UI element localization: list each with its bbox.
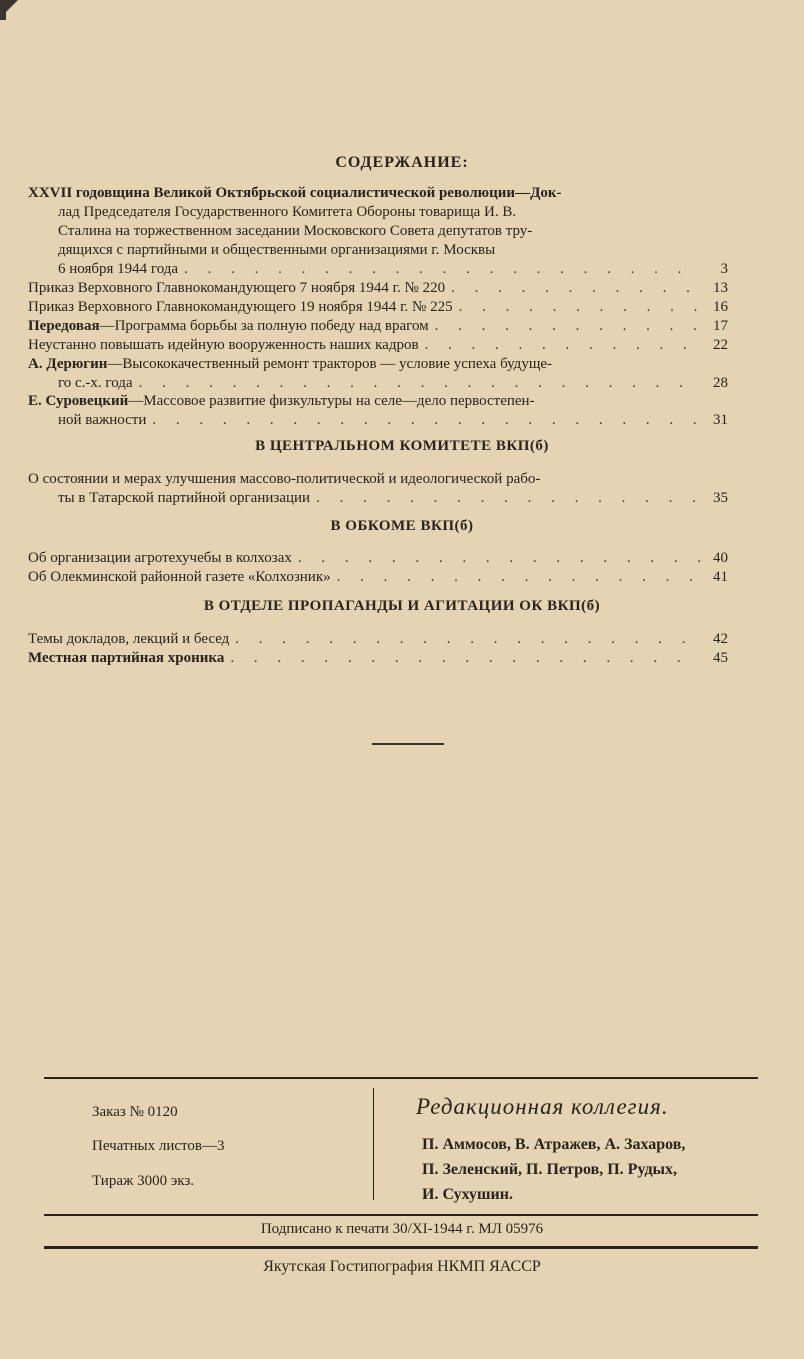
- page-number: 28: [713, 375, 728, 391]
- toc-entry: [28, 355, 728, 393]
- toc-entry: [28, 184, 728, 279]
- page-number: 13: [713, 280, 728, 296]
- leader-dots: [445, 279, 700, 298]
- toc-entry-line: Местная партийная хроника: [28, 650, 225, 666]
- page-number: 16: [713, 299, 728, 315]
- divider: [44, 1246, 758, 1249]
- toc-entry-line: дящихся с партийными и общественными организациями г. Москвы: [58, 242, 496, 258]
- toc-entry-line: Сталина на торжественном заседании Московского Совета депутатов тру-: [58, 223, 533, 239]
- page-number: 31: [713, 412, 728, 428]
- section-title: В ЦЕНТРАЛЬНОМ КОМИТЕТЕ ВКП(б): [255, 438, 549, 454]
- toc-entry: [28, 649, 728, 668]
- order-number: Заказ № 0120: [92, 1104, 178, 1120]
- toc-entry-line: Об организации агротехучебы в колхозах: [28, 550, 292, 566]
- toc-entry-line: Темы докладов, лекций и бесед: [28, 631, 230, 647]
- page-number: 45: [713, 650, 728, 666]
- divider: [44, 1214, 758, 1216]
- toc-entry-line: Об Олекминской районной газете «Колхозник»: [28, 569, 331, 585]
- toc-entry: [28, 279, 728, 298]
- toc-entry-line: О состоянии и мерах улучшения массово-политической и идеологической рабо-: [28, 471, 541, 487]
- toc-entry: [28, 470, 728, 508]
- leader-dots: [331, 568, 700, 587]
- print-run: Тираж 3000 экз.: [92, 1173, 195, 1189]
- toc-entry: [28, 392, 728, 430]
- signed-to-print: Подписано к печати 30/XI-1944 г. МЛ 05976: [260, 1221, 544, 1237]
- leader-dots: [419, 336, 700, 355]
- toc-entry-line: ной важности: [58, 412, 147, 428]
- toc-entry-line: —Массовое развитие физкультуры на селе—дело первостепен-: [128, 393, 535, 409]
- page-number: 22: [713, 337, 728, 353]
- section-title: В ОТДЕЛЕ ПРОПАГАНДЫ И АГИТАЦИИ ОК ВКП(б): [203, 598, 601, 614]
- page-number: 35: [713, 490, 728, 506]
- leader-dots: [224, 649, 700, 668]
- leader-dots: [453, 298, 700, 317]
- toc-entry-line: лад Председателя Государственного Комитета Обороны товарища И. В.: [58, 204, 517, 220]
- leader-dots: [133, 374, 700, 393]
- divider: [372, 743, 444, 745]
- toc-entry-line: ты в Татарской партийной организации: [58, 490, 311, 506]
- leader-dots: [429, 317, 700, 336]
- toc-entry-line: XXVII годовщина Великой Октябрьской социалистической революции—Док-: [28, 185, 562, 201]
- toc-entry-line: го с.-х. года: [58, 375, 133, 391]
- leader-dots: [310, 489, 700, 508]
- toc-entry-line: Приказ Верховного Главнокомандующего 19 ноября 1944 г. № 225: [28, 299, 453, 315]
- printed-sheets: Печатных листов—3: [92, 1138, 225, 1154]
- editorial-board-line: П. Аммосов, В. Атражев, А. Захаров,: [422, 1136, 686, 1153]
- toc-entry: [28, 568, 728, 587]
- toc-entry: [28, 317, 728, 336]
- toc-entry-line: —Программа борьбы за полную победу над врагом: [99, 318, 429, 334]
- divider: [44, 1077, 758, 1079]
- toc-entry: [28, 298, 728, 317]
- toc-entry-author: Е. Суровецкий: [28, 393, 129, 409]
- leader-dots: [146, 411, 700, 430]
- printing-house: Якутская Гостипография НКМП ЯАССР: [263, 1258, 541, 1275]
- toc-entry-line: Неустанно повышать идейную вооруженность наших кадров: [28, 337, 419, 353]
- toc-entry-line: —Высококачественный ремонт тракторов — условие успеха будуще-: [107, 356, 553, 372]
- page-number: 3: [720, 261, 728, 277]
- section-title: В ОБКОМЕ ВКП(б): [330, 518, 474, 534]
- editorial-board-line: И. Сухушин.: [422, 1186, 513, 1203]
- page-edge-mark: [0, 0, 6, 20]
- page-number: 40: [713, 550, 728, 566]
- toc-entry-line: Приказ Верховного Главнокомандующего 7 ноября 1944 г. № 220: [28, 280, 446, 296]
- toc-entry: [28, 336, 728, 355]
- editorial-board-title: Редакционная коллегия.: [416, 1094, 669, 1119]
- toc-entry: [28, 630, 728, 649]
- toc-entry-author: А. Дерюгин: [28, 356, 108, 372]
- toc-entry-line: 6 ноября 1944 года: [58, 261, 179, 277]
- page-number: 17: [713, 318, 728, 334]
- toc-entry: [28, 549, 728, 568]
- editorial-board-line: П. Зеленский, П. Петров, П. Рудых,: [422, 1161, 678, 1178]
- leader-dots: [229, 630, 700, 649]
- toc-title: СОДЕРЖАНИЕ:: [335, 154, 469, 171]
- leader-dots: [178, 260, 700, 279]
- toc-entry-author: Передовая: [28, 318, 100, 334]
- page-number: 41: [713, 569, 728, 585]
- page-number: 42: [713, 631, 728, 647]
- divider: [373, 1088, 374, 1200]
- leader-dots: [292, 549, 700, 568]
